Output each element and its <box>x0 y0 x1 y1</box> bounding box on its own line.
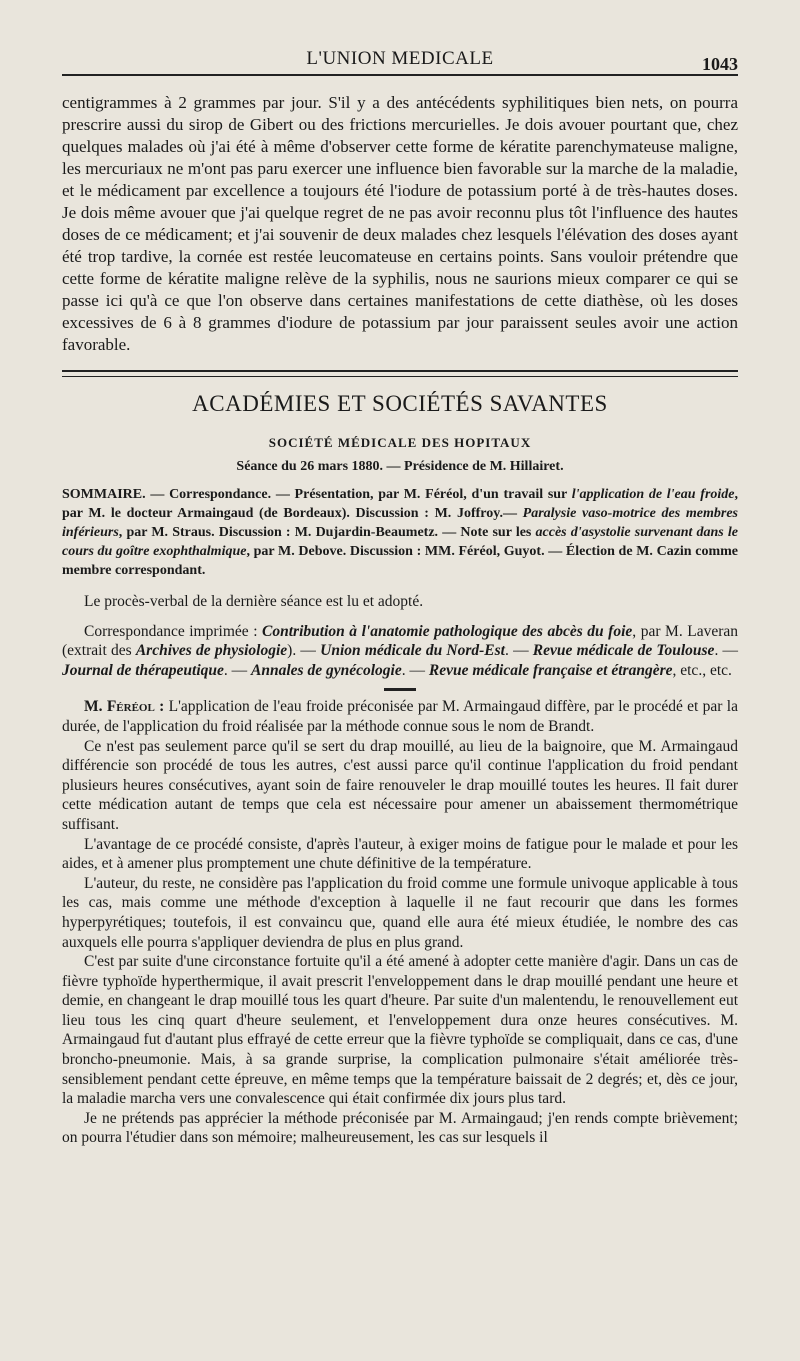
corr-title-1: Contribution à l'anatomie pathologique des abcès du foie <box>262 622 633 640</box>
section-title: ACADÉMIES ET SOCIÉTÉS SAVANTES <box>192 391 608 416</box>
corr-title-6: Annales de gynécologie <box>251 661 402 679</box>
corr-title-4: Revue médicale de Toulouse <box>532 642 715 660</box>
minutes-body <box>62 592 738 1148</box>
society-name: SOCIÉTÉ MÉDICALE DES HOPITAUX <box>268 435 532 450</box>
fereol-paragraph-6: Je ne prétends pas apprécier la méthode préconisée par M. Armaingaud; j'en rends compte brièvement; on pourra l'étudier dans son mémoire; malheureusement, les cas sur lesquels il <box>62 1109 738 1147</box>
intro-section <box>62 92 738 356</box>
sommaire-lead: SOMMAIRE. — Correspondance. — Présentation, par M. Féréol, d'un travail sur <box>62 487 572 502</box>
corr-title-2: Archives de physiologie <box>135 642 288 660</box>
corr-title-7: Revue médicale française et étrangère <box>428 661 673 679</box>
corr-lead: Correspondance imprimée : <box>84 622 263 640</box>
sommaire-title-3: accès d'asystolie survenant dans le cours du goître exophthalmique <box>62 525 738 559</box>
page-number: 1043 <box>702 54 738 74</box>
fereol-paragraph-2: Ce n'est pas seulement parce qu'il se sert du drap mouillé, au lieu de la baignoire, que M. Armaingaud différencie son procédé de tous les autres, c'est aussi parce qu'il continue l'application du froid pendant plusieurs heures consécutives, ayant soin de faire renouveler le drap mouillé toutes les heures. Il fait durer cette médication autant de temps que cela est nécessaire pour amener un abaissement thermométrique suffisant. <box>62 737 738 833</box>
corr-part-2: , par M. Laveran (extrait des <box>62 622 739 660</box>
fereol-text-1: L'application de l'eau froide préconisée par M. Armaingaud diffère, par le procédé et par la durée, de l'application du froid réalisée par la méthode connue sous le nom de Brandt. <box>62 698 738 735</box>
separator-dash <box>384 688 416 691</box>
intro-paragraph: centigrammes à 2 grammes par jour. S'il y a des antécédents syphilitiques bien nets, on pourra prescrire aussi du sirop de Gibert ou des frictions mercurielles. Je dois avouer pourtant que, chez quelques malades où j'ai été à même d'observer cette forme de kératite parenchymateuse maligne, les mercuriaux ne m'ont pas paru exercer une influence bien favorable sur la marche de la maladie, et le médicament par excellence a toujours été l'iodure de potassium porté à de très-hautes doses. Je dois même avouer que j'ai quelque regret de ne pas avoir reconnu plus tôt l'influence des hautes doses de ce médicament; et j'ai souvenir de deux malades chez lesquels l'élévation des doses ayant été trop tardive, la cornée est restée leucomateuse en certains points. Sans vouloir prétendre que cette forme de kératite maligne relève de la syphilis, nous ne saurions mieux comparer ce qui se passe ici qu'à ce que l'on observe dans certaines manifestations de cette diathèse, où les doses excessives de 6 à 8 grammes d'iodure de potassium par jour paraissent seules avoir une action favorable. <box>62 93 738 354</box>
corr-part-8: , etc., etc. <box>672 661 732 679</box>
proces-verbal: Le procès-verbal de la dernière séance est lu et adopté. <box>84 593 424 610</box>
fereol-paragraph-3: L'avantage de ce procédé consiste, d'après l'auteur, à exiger moins de fatigue pour le malade et pour les aides, et à amener plus promptement une chute définitive de la température. <box>62 835 738 873</box>
corr-part-4: . — <box>504 642 533 660</box>
correspondance <box>62 622 738 681</box>
sommaire <box>62 485 738 580</box>
corr-part-5: . — <box>714 642 739 660</box>
seance-line: Séance du 26 mars 1880. — Présidence de M. Hillairet. <box>236 459 564 474</box>
sommaire-part-3: , par M. Straus. Discussion : M. Dujardin-Beaumetz. — Note sur les <box>118 525 536 540</box>
fereol-paragraph-4: L'auteur, du reste, ne considère pas l'application du froid comme une formule univoque applicable à tous les cas, mais comme une méthode d'exception à laquelle il ne faut recourir que dans les formes hyperpyrétiques; toutefois, il est convaincu que, quand elle aura été mieux étudiée, le nombre des cas auxquels elle pourra s'appliquer deviendra de plus en plus grand. <box>62 874 738 951</box>
speaker-name: M. Féréol : <box>84 698 165 716</box>
corr-title-5: Journal de thérapeutique <box>62 661 224 679</box>
corr-part-6: . — <box>223 661 252 679</box>
fereol-paragraph-1 <box>62 697 738 736</box>
sommaire-title-2: Paralysie vaso-motrice des membres inférieurs <box>62 506 738 540</box>
corr-part-7: . — <box>401 661 429 679</box>
corr-part-3: ). — <box>287 642 321 660</box>
corr-title-3: Union médicale du Nord-Est <box>320 642 505 660</box>
fereol-paragraph-5: C'est par suite d'une circonstance fortuite qu'il a été amené à adopter cette manière d'agir. Dans un cas de fièvre typhoïde hyperthermique, il avait prescrit l'enveloppement dans le drap mouillé pendant une heure et demie, en changeant le drap mouillé tous les quart d'heure. Par suite d'un malentendu, le renouvellement eut lieu tous les cinq quart d'heure seulement, et l'enveloppement dura onze heures consécutives. M. Armaingaud fut d'autant plus effrayé de cette erreur que la fièvre typhoïde se compliquait, dans ce cas, d'une broncho-pneumonie. Mais, à sa grande surprise, la complication pulmonaire s'était améliorée très-sensiblement pendant cette épreuve, en même temps que la température baissait de 2 degrés; et, dès ce jour, la maladie marcha vers une convalescence qui était confirmée dix jours plus tard. <box>62 953 738 1108</box>
sommaire-part-2: , par M. le docteur Armaingaud (de Bordeaux). Discussion : M. Joffroy.— <box>62 487 739 521</box>
running-head <box>62 40 738 76</box>
section-divider <box>62 370 738 377</box>
sommaire-title-1: l'application de l'eau froide <box>571 487 735 502</box>
sommaire-part-4: , par M. Debove. Discussion : MM. Féréol, Guyot. — Élection de M. Cazin comme membre correspondant. <box>62 544 739 578</box>
journal-title: L'UNION MEDICALE <box>306 48 494 69</box>
